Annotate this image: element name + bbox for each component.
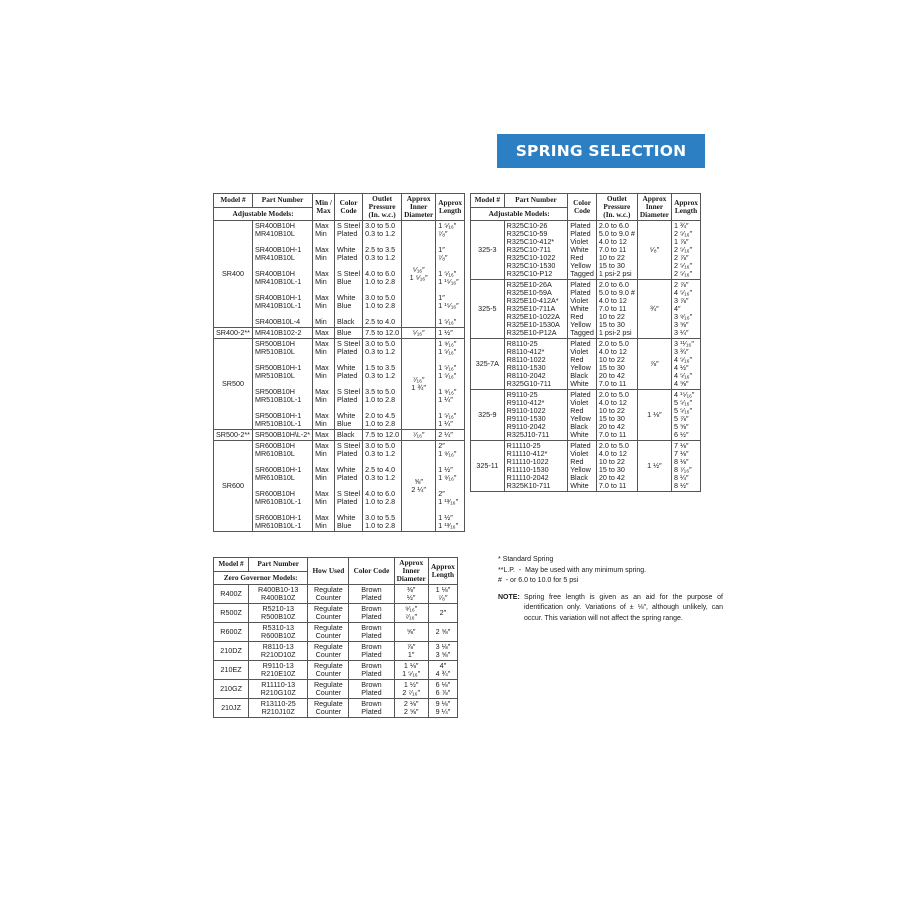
inner-diameter-cell [402,430,436,441]
length-cell-text: 1 ⁵⁄₁₆″ ⁷⁄₈″ 1″ ⁷⁄₈″ 1 ⁵⁄₁₆″ 1 ¹⁵⁄₁₆″ 1″ 1 ¹⁵⁄₁₆″ 1 ⁵⁄₁₆″ [438,221,459,326]
min-max-cell-text: Max Min Max Min Max Min Max Min [315,441,329,530]
outlet-pressure-cell-text: 2.0 to 5.0 4.0 to 12 10 to 22 15 to 30 20 to 42 7.0 to 11 [598,441,629,490]
part-number-cell [249,680,308,699]
how-used-cell [308,642,349,661]
color-code-cell [349,604,394,623]
model-cell-text: 325-7A [475,359,499,368]
part-number-cell-text: SR500B10H MR510B10L SR500B10H-1 MR510B10L SR500B10H MR510B10L-1 SR500B10H-1 MR510B10L-1 [254,339,302,428]
how-used-cell-text: Regulate Counter [313,604,343,621]
inner-diameter-cell [394,623,428,642]
outlet-pressure-cell-text: 3.0 to 5.0 0.3 to 1.2 2.5 to 4.0 0.3 to 1.2 4.0 to 6.0 1.0 to 2.8 3.0 to 5.5 1.0 to 2.8 [365,441,396,530]
color-code-cell [568,221,597,280]
note-text: Spring free length is given as an aid for the purpose of identification only. Variations of ± ⅛″, although unlikely, can occur. This variation will not affect the spring range. [524,593,723,622]
inner-diameter-cell-text: ⅝″ 2 ¼″ [411,477,426,494]
table-row [214,430,465,441]
color-code-cell-text: Black [336,430,355,439]
color-code-cell [334,441,362,532]
length-cell-text: 1 ½″ [438,328,453,337]
length-cell [428,642,457,661]
model-cell [214,585,249,604]
subheader-adjustable: Adjustable Models: [214,207,313,221]
outlet-pressure-cell-text: 2.0 to 5.0 4.0 to 12 10 to 22 15 to 30 20 to 42 7.0 to 11 [598,339,629,388]
color-code-cell-text: Blue [336,328,352,337]
chart-title-banner: SPRING SELECTION CHART [497,134,705,168]
footnotes [498,555,723,624]
model-cell-text: SR500-2** [216,430,250,439]
min-max-cell [313,328,335,339]
color-code-cell [349,623,394,642]
footnote-standard: * Standard Spring [498,556,554,563]
inner-diameter-cell-text: 2 ⅛″ 2 ⅝″ [403,699,419,716]
length-cell [672,339,701,390]
col-inner-diameter: Approx Inner Diameter [637,194,671,221]
length-cell [672,390,701,441]
note-label: NOTE: [498,593,520,601]
model-cell-text: 325-11 [476,461,499,470]
part-number-cell [252,339,312,430]
model-cell-text: 325-5 [478,304,497,313]
outlet-pressure-cell [596,339,637,390]
col-part-number: Part Number [249,558,308,572]
inner-diameter-cell-text: 1 ⅛″ 1 ⁵⁄₁₆″ [402,661,421,678]
col-color-code: Color Code [568,194,597,221]
part-number-cell-text: R13110-25 R210J10Z [260,699,296,716]
color-code-cell-text: S Steel Plated White Plated S Steel Plated White Blue [336,339,361,428]
color-code-cell-text: S Steel Plated White Plated S Steel Blue White Blue Black [336,221,361,326]
col-color-code: Color Code [349,558,394,585]
length-cell-text: 9 ⅛″ 9 ¼″ [435,699,451,716]
part-number-cell [504,221,568,280]
inner-diameter-cell-text: ⁵⁄₈″ [649,245,660,254]
length-cell-text: 2″ 1 ⁹⁄₁₆″ 1 ½″ 1 ⁹⁄₁₆″ 2″ 1 ¹³⁄₁₆″ 1 ½″ 1 ¹³⁄₁₆″ [438,441,459,530]
how-used-cell [308,699,349,718]
length-cell [428,680,457,699]
col-inner-diameter: Approx Inner Diameter [394,558,428,585]
part-number-cell-text: R11110-13 R210G10Z [260,680,296,697]
col-model: Model # [214,194,253,208]
model-cell [471,339,505,390]
inner-diameter-cell [402,339,436,430]
inner-diameter-cell-text: ⁷⁄₁₆″ 1 ¾″ [411,375,426,392]
outlet-pressure-cell-text: 3.0 to 5.0 0.3 to 1.2 2.5 to 3.5 0.3 to 1.2 4.0 to 6.0 1.0 to 2.8 3.0 to 5.0 1.0 to 2.8 2.5 to 4.0 [365,221,396,326]
min-max-cell [313,430,335,441]
inner-diameter-cell-text: ⅜″ ½″ [406,585,416,602]
outlet-pressure-cell-text: 7.5 to 12.0 [365,430,400,439]
outlet-pressure-cell-text: 2.0 to 6.0 5.0 to 9.0 # 4.0 to 12 7.0 to 11 10 to 22 15 to 30 1 psi-2 psi [598,280,635,337]
table-row [214,339,465,430]
part-number-cell [504,441,568,492]
model-cell-text: 210GZ [220,684,243,693]
outlet-pressure-cell [363,339,402,430]
inner-diameter-cell-text: 1 ½″ [647,461,662,470]
min-max-cell-text: Max [315,328,329,337]
subheader-zero-governor: Zero Governor Models: [214,571,308,585]
color-code-cell-text: S Steel Plated White Plated S Steel Plated White Blue [336,441,361,530]
part-number-cell-text: SR400B10H MR410B10L SR400B10H-1 MR410B10L SR400B10H MR410B10L-1 SR400B10H-1 MR410B10L-1 SR400B10L-4 [254,221,302,326]
color-code-cell [349,642,394,661]
color-code-cell-text: Plated Violet Red Yellow Black White [570,339,591,388]
adjustable-models-table-325 [470,193,701,492]
how-used-cell-text: Regulate Counter [313,661,343,678]
table-row [214,699,458,718]
part-number-cell [249,623,308,642]
outlet-pressure-cell-text: 2.0 to 6.0 5.0 to 9.0 # 4.0 to 12 7.0 to 11 10 to 22 15 to 30 1 psi-2 psi [598,221,635,278]
how-used-cell [308,623,349,642]
length-cell [428,604,457,623]
min-max-cell-text: Max Min Max Min Max Min Max Min [315,339,329,428]
part-number-cell [504,390,568,441]
model-cell [214,642,249,661]
inner-diameter-cell [402,441,436,532]
part-number-cell [252,221,312,328]
model-cell [214,339,253,430]
zero-governor-models-table [213,557,458,718]
length-cell-text: 2 ⅞″ 4 ⁵⁄₁₆″ 3 ⅞″ 4″ 3 ⁹⁄₁₆″ 3 ⅝″ 3 ¼″ [674,280,693,337]
inner-diameter-cell-text: ⁵⁄₁₆″ [412,328,425,337]
inner-diameter-cell [394,661,428,680]
subheader-adjustable: Adjustable Models: [471,207,568,221]
part-number-cell-text: R5210-13 R500B10Z [261,604,296,621]
length-cell [428,585,457,604]
col-inner-diameter: Approx Inner Diameter [402,194,436,221]
outlet-pressure-cell [363,221,402,328]
col-part-number: Part Number [252,194,312,208]
table-row [214,585,458,604]
col-min-max: Min / Max [313,194,335,221]
model-cell-text: R600Z [220,627,242,636]
inner-diameter-cell [637,390,671,441]
length-cell [436,328,465,339]
model-cell [471,221,505,280]
how-used-cell-text: Regulate Counter [313,585,343,602]
color-code-cell [334,430,362,441]
outlet-pressure-cell [596,441,637,492]
note-block [498,593,723,625]
color-code-cell [568,339,597,390]
table-row [471,390,701,441]
inner-diameter-cell-text: ⅞″ 1″ [406,642,416,659]
color-code-cell [568,441,597,492]
model-cell-text: 210JZ [221,703,242,712]
inner-diameter-cell [394,699,428,718]
length-cell-text: 4 ¹⁵⁄₁₆″ 5 ⁵⁄₁₆″ 5 ⁵⁄₁₆″ 5 ⅞″ 5 ⅝″ 6 ½″ [674,390,695,439]
col-model: Model # [471,194,505,208]
table-row [214,680,458,699]
color-code-cell [334,221,362,328]
outlet-pressure-cell [363,441,402,532]
length-cell [436,441,465,532]
min-max-cell [313,221,335,328]
outlet-pressure-cell [596,280,637,339]
length-cell-text: 3 ⅛″ 3 ⅝″ [435,642,451,659]
model-cell [471,441,505,492]
footnote-lp: **L.P. - May be used with any minimum spring. [498,566,647,574]
outlet-pressure-cell [363,430,402,441]
length-cell-text: 1 ⅛″ ⁷⁄₈″ [435,585,451,602]
how-used-cell [308,604,349,623]
model-cell [214,604,249,623]
adjustable-models-table-sr [213,193,465,532]
min-max-cell [313,441,335,532]
part-number-cell-text: R400B10-13 R400B10Z [258,585,299,602]
length-cell-text: 3 ¹¹⁄₁₆″ 3 ¾″ 4 ⁵⁄₁₆″ 4 ½″ 4 ⁵⁄₁₆″ 4 ⅝″ [674,339,694,388]
inner-diameter-cell [394,680,428,699]
part-number-cell-text: R325C10-26 R325C10-59 R325C10-412* R325C10-711 R325C10-1022 R325C10-1530 R325C10-P12 [506,221,556,278]
model-cell [214,430,253,441]
color-code-cell-text: Brown Plated [361,661,382,678]
outlet-pressure-cell [596,390,637,441]
inner-diameter-cell [394,585,428,604]
color-code-cell-text: Brown Plated [361,604,382,621]
inner-diameter-cell [402,328,436,339]
model-cell [214,699,249,718]
model-cell-text: R500Z [220,608,242,617]
inner-diameter-cell-text: ⁹⁄₁₆″ ⁷⁄₁₆″ [405,604,418,621]
length-cell-text: 1 ¾″ 2 ⁵⁄₁₆″ 1 ⅞″ 2 ⁵⁄₁₆″ 2 ⅞″ 2 ⁵⁄₁₆″ 2 ⁵⁄₁₆″ [674,221,693,278]
part-number-cell-text: R11110-25 R11110-412* R11110-1022 R11110-1530 R11110-2042 R325K10-711 [506,441,551,490]
table-row [214,623,458,642]
length-cell [428,623,457,642]
length-cell [428,699,457,718]
model-cell [214,623,249,642]
table-row [471,221,701,280]
inner-diameter-cell [402,221,436,328]
col-length: Approx Length [436,194,465,221]
color-code-cell-text: Brown Plated [361,699,382,716]
col-how-used: How Used [308,558,349,585]
color-code-cell-text: Brown Plated [361,585,382,602]
color-code-cell [334,328,362,339]
color-code-cell-text: Brown Plated [361,680,382,697]
part-number-cell [252,328,312,339]
model-cell-text: R400Z [220,589,242,598]
length-cell [436,339,465,430]
how-used-cell [308,680,349,699]
color-code-cell [334,339,362,430]
min-max-cell-text: Max Min Max Min Max Min Max Min Min [315,221,329,326]
length-cell [672,221,701,280]
model-cell [214,441,253,532]
length-cell-text: 6 ⅛″ 6 ⅞″ [435,680,451,697]
how-used-cell-text: Regulate Counter [313,680,343,697]
col-length: Approx Length [672,194,701,221]
inner-diameter-cell [637,221,671,280]
table-row [214,661,458,680]
table-row [471,339,701,390]
part-number-cell-text: R9110-13 R210E10Z [261,661,296,678]
color-code-cell [349,680,394,699]
how-used-cell-text: Regulate Counter [313,623,343,640]
model-cell-text: 210EZ [220,665,242,674]
part-number-cell-text: R325E10-26A R325E10-59A R325E10-412A* R325E10-711A R325E10-1022A R325E10-1530A R325E10-P12A [506,280,560,337]
inner-diameter-cell-text: ¾″ [650,304,659,313]
footnote-hash: # - or 6.0 to 10.0 for 5 psi [498,577,579,584]
table-row [214,328,465,339]
part-number-cell [504,339,568,390]
model-cell [214,221,253,328]
length-cell [428,661,457,680]
length-cell [672,280,701,339]
length-cell [436,430,465,441]
length-cell-text: 7 ⅛″ 7 ⅛″ 8 ⅛″ 8 ⁷⁄₁₆″ 8 ¼″ 8 ½″ [674,441,692,490]
model-cell [214,680,249,699]
model-cell-text: SR600 [221,481,244,490]
col-outlet-pressure: Outlet Pressure (In. w.c.) [363,194,402,221]
model-cell [214,661,249,680]
color-code-cell [568,390,597,441]
part-number-cell-text: MR410B102-2 [254,328,302,337]
color-code-cell [568,280,597,339]
inner-diameter-cell-text: ⅞″ [650,359,659,368]
color-code-cell [349,585,394,604]
length-cell-text: 1 ⁹⁄₁₆″ 1 ⁵⁄₁₆″ 1 ⁵⁄₁₆″ 1 ⁵⁄₁₆″ 1 ⁹⁄₁₆″ 1 ¼″ 1 ⁵⁄₁₆″ 1 ¼″ [438,339,457,428]
length-cell [436,221,465,328]
part-number-cell [252,430,312,441]
part-number-cell-text: R9110-25 R9110-412* R9110-1022 R9110-1530 R9110-2042 R325J10-711 [506,390,550,439]
model-cell [214,328,253,339]
inner-diameter-cell [394,642,428,661]
color-code-cell-text: Brown Plated [361,642,382,659]
table-row [214,221,465,328]
length-cell-text: 2″ [439,608,447,617]
part-number-cell [249,585,308,604]
table-row [214,441,465,532]
part-number-cell [249,699,308,718]
model-cell [471,280,505,339]
model-cell-text: SR400 [221,269,244,278]
outlet-pressure-cell-text: 3.0 to 5.0 0.3 to 1.2 1.5 to 3.5 0.3 to 1.2 3.5 to 5.0 1.0 to 2.8 2.0 to 4.5 1.0 to 2.8 [365,339,396,428]
part-number-cell-text: SR600B10H MR610B10L SR600B10H-1 MR610B10L SR600B10H MR610B10L-1 SR600B10H-1 MR610B10L-1 [254,441,302,530]
min-max-cell [313,339,335,430]
how-used-cell [308,661,349,680]
length-cell [672,441,701,492]
color-code-cell-text: Brown Plated [361,623,382,640]
table-row [214,642,458,661]
length-cell-text: 2 ⅝″ [435,627,451,636]
model-cell [471,390,505,441]
col-part-number: Part Number [504,194,568,208]
inner-diameter-cell [394,604,428,623]
inner-diameter-cell-text: ⁷⁄₁₆″ [412,430,425,439]
part-number-cell [504,280,568,339]
inner-diameter-cell-text: ⅝″ [406,627,416,636]
model-cell-text: 210DZ [220,646,242,655]
model-cell-text: 325-9 [478,410,497,419]
length-cell-text: 4″ 4 ¾″ [435,661,451,678]
inner-diameter-cell [637,441,671,492]
part-number-cell-text: SR500B10H\L-2* [254,430,311,439]
table-row [471,441,701,492]
outlet-pressure-cell [363,328,402,339]
inner-diameter-cell [637,339,671,390]
outlet-pressure-cell-text: 2.0 to 5.0 4.0 to 12 10 to 22 15 to 30 20 to 42 7.0 to 11 [598,390,629,439]
col-model: Model # [214,558,249,572]
color-code-cell-text: Plated Plated Violet White Red Yellow Tagged [570,280,594,337]
part-number-cell [249,661,308,680]
table-row [471,280,701,339]
inner-diameter-cell-text: ⁵⁄₁₆″ 1 ⁵⁄₁₆″ [409,265,428,282]
inner-diameter-cell-text: 1 ⅛″ [647,410,662,419]
part-number-cell-text: R8110-13 R210D10Z [260,642,296,659]
how-used-cell [308,585,349,604]
inner-diameter-cell [637,280,671,339]
color-code-cell [349,699,394,718]
col-color-code: Color Code [334,194,362,221]
table-row [214,604,458,623]
model-cell-text: SR500 [221,379,244,388]
part-number-cell-text: R5310-13 R600B10Z [261,623,296,640]
part-number-cell [249,604,308,623]
part-number-cell [252,441,312,532]
part-number-cell [249,642,308,661]
col-length: Approx Length [428,558,457,585]
length-cell-text: 2 ¼″ [438,430,453,439]
how-used-cell-text: Regulate Counter [313,699,343,716]
outlet-pressure-cell-text: 7.5 to 12.0 [365,328,400,337]
col-outlet-pressure: Outlet Pressure (In. w.c.) [596,194,637,221]
color-code-cell-text: Plated Violet Red Yellow Black White [570,441,591,490]
outlet-pressure-cell [596,221,637,280]
color-code-cell [349,661,394,680]
how-used-cell-text: Regulate Counter [313,642,343,659]
color-code-cell-text: Plated Plated Violet White Red Yellow Tagged [570,221,594,278]
min-max-cell-text: Max [315,430,329,439]
inner-diameter-cell-text: 1 ½″ 2 ⁷⁄₁₆″ [402,680,421,697]
model-cell-text: 325-3 [478,245,497,254]
color-code-cell-text: Plated Violet Red Yellow Black White [570,390,591,439]
part-number-cell-text: R8110-25 R8110-412* R8110-1022 R8110-1530 R8110-2042 R325G10-711 [506,339,552,388]
model-cell-text: SR400-2** [216,328,250,337]
